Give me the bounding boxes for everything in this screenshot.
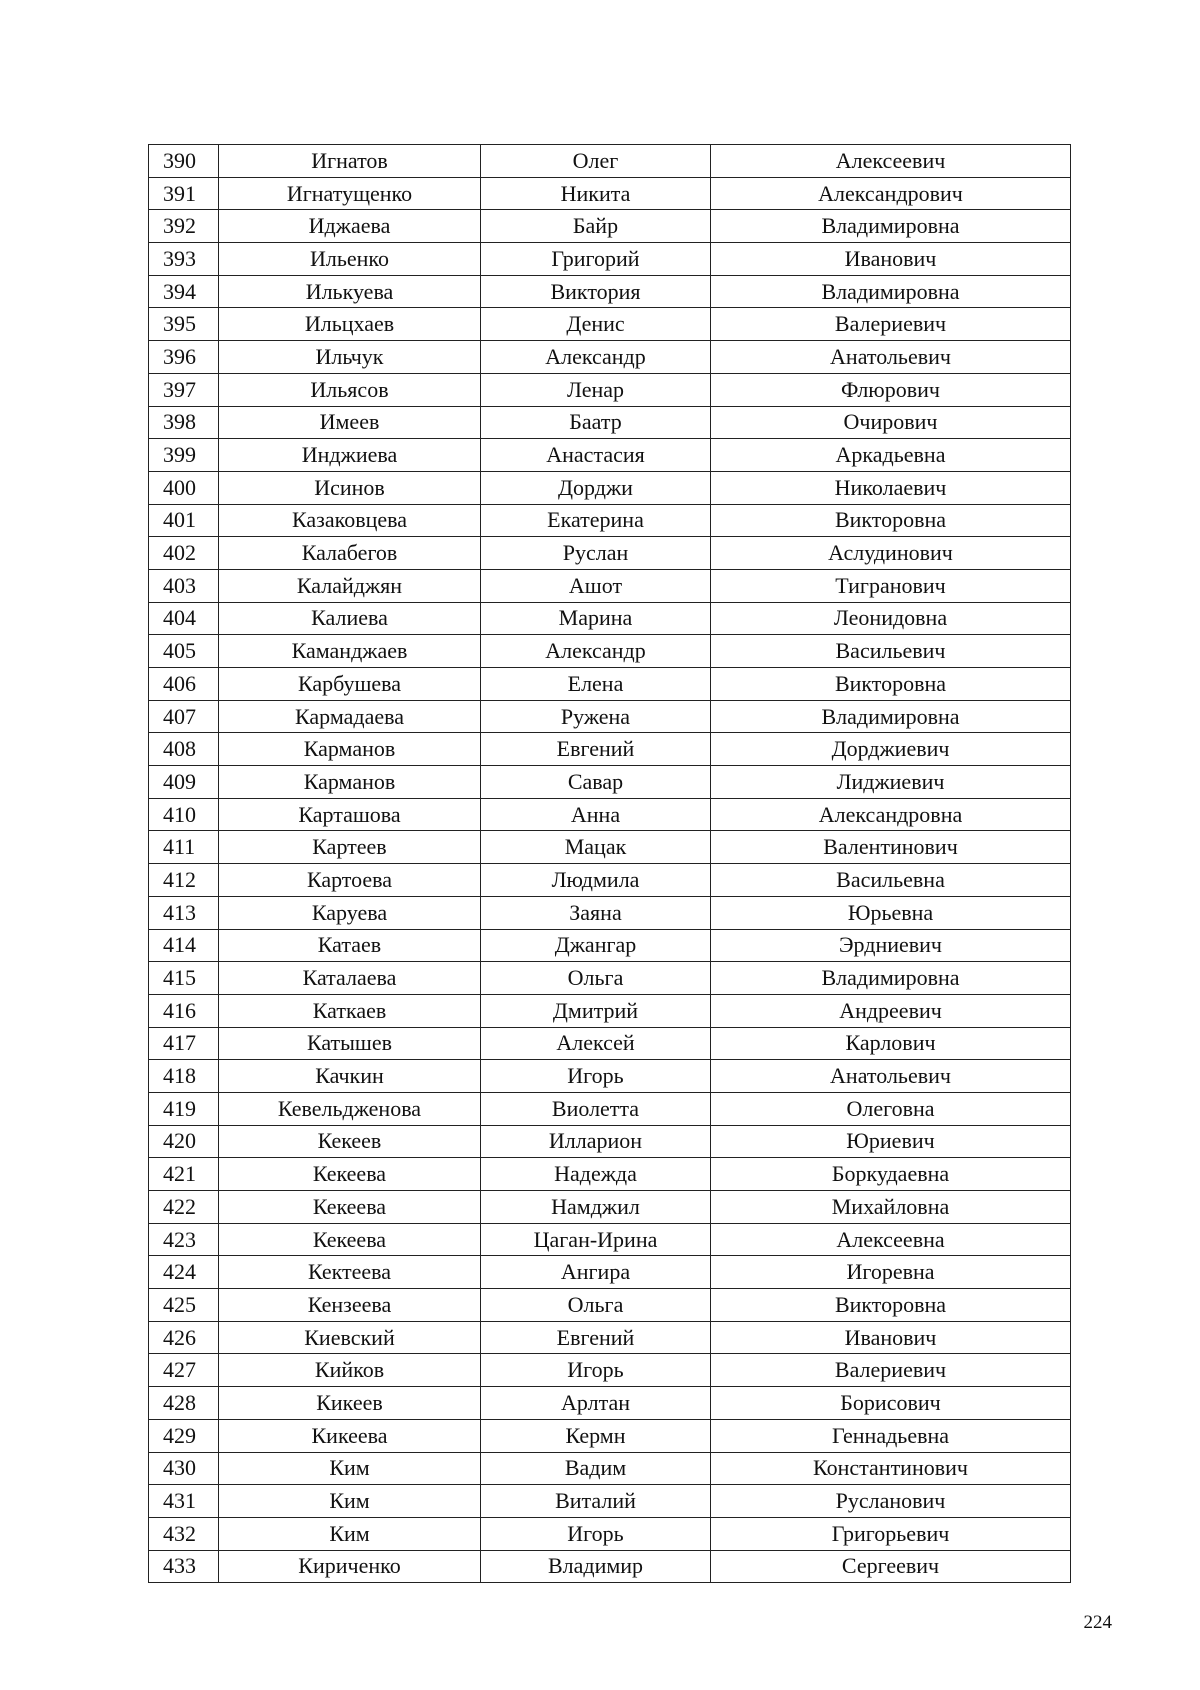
patronymic-cell: Боркудаевна: [711, 1158, 1071, 1191]
first-name-cell: Джангар: [481, 929, 711, 962]
table-row: [149, 471, 1071, 504]
row-number-cell: 410: [149, 798, 219, 831]
patronymic-cell: Александрович: [711, 177, 1071, 210]
row-number-cell: 422: [149, 1191, 219, 1224]
first-name-cell: Владимир: [481, 1550, 711, 1583]
row-number-cell: 399: [149, 439, 219, 472]
row-number-cell: 423: [149, 1223, 219, 1256]
table-row: [149, 962, 1071, 995]
table-row: [149, 406, 1071, 439]
first-name-cell: Людмила: [481, 864, 711, 897]
patronymic-cell: Викторовна: [711, 668, 1071, 701]
first-name-cell: Игорь: [481, 1060, 711, 1093]
last-name-cell: Катаев: [219, 929, 481, 962]
table-row: [149, 1191, 1071, 1224]
table-row: [149, 537, 1071, 570]
last-name-cell: Кармадаева: [219, 700, 481, 733]
first-name-cell: Анастасия: [481, 439, 711, 472]
patronymic-cell: Викторовна: [711, 504, 1071, 537]
row-number-cell: 391: [149, 177, 219, 210]
row-number-cell: 427: [149, 1354, 219, 1387]
roster-table-body: [149, 145, 1071, 1583]
last-name-cell: Карманов: [219, 766, 481, 799]
first-name-cell: Александр: [481, 341, 711, 374]
patronymic-cell: Игоревна: [711, 1256, 1071, 1289]
table-row: [149, 1452, 1071, 1485]
table-row: [149, 1060, 1071, 1093]
table-row: [149, 275, 1071, 308]
row-number-cell: 424: [149, 1256, 219, 1289]
patronymic-cell: Юриевич: [711, 1125, 1071, 1158]
patronymic-cell: Очирович: [711, 406, 1071, 439]
last-name-cell: Качкин: [219, 1060, 481, 1093]
last-name-cell: Карманов: [219, 733, 481, 766]
row-number-cell: 403: [149, 569, 219, 602]
first-name-cell: Мацак: [481, 831, 711, 864]
table-row: [149, 896, 1071, 929]
first-name-cell: Ольга: [481, 1289, 711, 1322]
first-name-cell: Евгений: [481, 1321, 711, 1354]
last-name-cell: Кевельдженова: [219, 1092, 481, 1125]
patronymic-cell: Викторовна: [711, 1289, 1071, 1322]
row-number-cell: 431: [149, 1485, 219, 1518]
patronymic-cell: Аслудинович: [711, 537, 1071, 570]
patronymic-cell: Лиджиевич: [711, 766, 1071, 799]
table-row: [149, 1354, 1071, 1387]
table-row: [149, 308, 1071, 341]
row-number-cell: 405: [149, 635, 219, 668]
row-number-cell: 428: [149, 1387, 219, 1420]
patronymic-cell: Юрьевна: [711, 896, 1071, 929]
first-name-cell: Вадим: [481, 1452, 711, 1485]
first-name-cell: Виктория: [481, 275, 711, 308]
patronymic-cell: Сергеевич: [711, 1550, 1071, 1583]
row-number-cell: 413: [149, 896, 219, 929]
first-name-cell: Никита: [481, 177, 711, 210]
last-name-cell: Киевский: [219, 1321, 481, 1354]
page-number: 224: [1083, 1612, 1112, 1633]
first-name-cell: Игорь: [481, 1517, 711, 1550]
first-name-cell: Ашот: [481, 569, 711, 602]
last-name-cell: Кириченко: [219, 1550, 481, 1583]
first-name-cell: Ольга: [481, 962, 711, 995]
table-row: [149, 1387, 1071, 1420]
first-name-cell: Намджил: [481, 1191, 711, 1224]
first-name-cell: Цаган-Ирина: [481, 1223, 711, 1256]
first-name-cell: Кермн: [481, 1419, 711, 1452]
table-row: [149, 1289, 1071, 1322]
last-name-cell: Картоева: [219, 864, 481, 897]
row-number-cell: 415: [149, 962, 219, 995]
row-number-cell: 426: [149, 1321, 219, 1354]
first-name-cell: Заяна: [481, 896, 711, 929]
last-name-cell: Кекеева: [219, 1158, 481, 1191]
patronymic-cell: Иванович: [711, 243, 1071, 276]
patronymic-cell: Борисович: [711, 1387, 1071, 1420]
last-name-cell: Имеев: [219, 406, 481, 439]
table-row: [149, 1419, 1071, 1452]
row-number-cell: 429: [149, 1419, 219, 1452]
last-name-cell: Кикеева: [219, 1419, 481, 1452]
first-name-cell: Виолетта: [481, 1092, 711, 1125]
row-number-cell: 390: [149, 145, 219, 178]
last-name-cell: Ильясов: [219, 373, 481, 406]
row-number-cell: 402: [149, 537, 219, 570]
last-name-cell: Ильцхаев: [219, 308, 481, 341]
patronymic-cell: Владимировна: [711, 962, 1071, 995]
last-name-cell: Ким: [219, 1452, 481, 1485]
table-row: [149, 1517, 1071, 1550]
last-name-cell: Катышев: [219, 1027, 481, 1060]
row-number-cell: 418: [149, 1060, 219, 1093]
last-name-cell: Карташова: [219, 798, 481, 831]
patronymic-cell: Николаевич: [711, 471, 1071, 504]
last-name-cell: Ким: [219, 1517, 481, 1550]
table-row: [149, 798, 1071, 831]
table-row: [149, 929, 1071, 962]
first-name-cell: Екатерина: [481, 504, 711, 537]
patronymic-cell: Александровна: [711, 798, 1071, 831]
table-row: [149, 700, 1071, 733]
table-row: [149, 341, 1071, 374]
last-name-cell: Кензеева: [219, 1289, 481, 1322]
last-name-cell: Картеев: [219, 831, 481, 864]
table-row: [149, 1125, 1071, 1158]
table-row: [149, 210, 1071, 243]
first-name-cell: Григорий: [481, 243, 711, 276]
last-name-cell: Ильчук: [219, 341, 481, 374]
patronymic-cell: Олеговна: [711, 1092, 1071, 1125]
patronymic-cell: Флюрович: [711, 373, 1071, 406]
table-row: [149, 1256, 1071, 1289]
row-number-cell: 414: [149, 929, 219, 962]
row-number-cell: 416: [149, 994, 219, 1027]
last-name-cell: Игнатущенко: [219, 177, 481, 210]
last-name-cell: Илькуева: [219, 275, 481, 308]
last-name-cell: Кекеева: [219, 1223, 481, 1256]
first-name-cell: Марина: [481, 602, 711, 635]
patronymic-cell: Константинович: [711, 1452, 1071, 1485]
row-number-cell: 412: [149, 864, 219, 897]
row-number-cell: 421: [149, 1158, 219, 1191]
table-row: [149, 1092, 1071, 1125]
patronymic-cell: Васильевна: [711, 864, 1071, 897]
last-name-cell: Кекеева: [219, 1191, 481, 1224]
first-name-cell: Дмитрий: [481, 994, 711, 1027]
first-name-cell: Савар: [481, 766, 711, 799]
first-name-cell: Александр: [481, 635, 711, 668]
table-row: [149, 243, 1071, 276]
last-name-cell: Игнатов: [219, 145, 481, 178]
patronymic-cell: Валериевич: [711, 308, 1071, 341]
row-number-cell: 408: [149, 733, 219, 766]
row-number-cell: 420: [149, 1125, 219, 1158]
table-row: [149, 602, 1071, 635]
patronymic-cell: Валериевич: [711, 1354, 1071, 1387]
first-name-cell: Баатр: [481, 406, 711, 439]
table-row: [149, 569, 1071, 602]
table-row: [149, 504, 1071, 537]
last-name-cell: Калиева: [219, 602, 481, 635]
row-number-cell: 395: [149, 308, 219, 341]
first-name-cell: Алексей: [481, 1027, 711, 1060]
first-name-cell: Анна: [481, 798, 711, 831]
first-name-cell: Евгений: [481, 733, 711, 766]
row-number-cell: 401: [149, 504, 219, 537]
row-number-cell: 432: [149, 1517, 219, 1550]
last-name-cell: Ким: [219, 1485, 481, 1518]
last-name-cell: Кектеева: [219, 1256, 481, 1289]
table-row: [149, 1158, 1071, 1191]
last-name-cell: Казаковцева: [219, 504, 481, 537]
row-number-cell: 406: [149, 668, 219, 701]
first-name-cell: Байр: [481, 210, 711, 243]
first-name-cell: Надежда: [481, 1158, 711, 1191]
roster-table: [148, 144, 1071, 1583]
row-number-cell: 433: [149, 1550, 219, 1583]
row-number-cell: 407: [149, 700, 219, 733]
row-number-cell: 394: [149, 275, 219, 308]
last-name-cell: Кикеев: [219, 1387, 481, 1420]
table-row: [149, 439, 1071, 472]
row-number-cell: 417: [149, 1027, 219, 1060]
row-number-cell: 396: [149, 341, 219, 374]
patronymic-cell: Владимировна: [711, 700, 1071, 733]
last-name-cell: Каманджаев: [219, 635, 481, 668]
patronymic-cell: Григорьевич: [711, 1517, 1071, 1550]
patronymic-cell: Карлович: [711, 1027, 1071, 1060]
patronymic-cell: Анатольевич: [711, 1060, 1071, 1093]
row-number-cell: 425: [149, 1289, 219, 1322]
patronymic-cell: Михайловна: [711, 1191, 1071, 1224]
table-row: [149, 1550, 1071, 1583]
table-row: [149, 1321, 1071, 1354]
table-row: [149, 733, 1071, 766]
last-name-cell: Карбушева: [219, 668, 481, 701]
first-name-cell: Илларион: [481, 1125, 711, 1158]
last-name-cell: Исинов: [219, 471, 481, 504]
first-name-cell: Арлтан: [481, 1387, 711, 1420]
row-number-cell: 411: [149, 831, 219, 864]
last-name-cell: Иджаева: [219, 210, 481, 243]
patronymic-cell: Дорджиевич: [711, 733, 1071, 766]
last-name-cell: Кекеев: [219, 1125, 481, 1158]
patronymic-cell: Валентинович: [711, 831, 1071, 864]
table-row: [149, 1485, 1071, 1518]
last-name-cell: Калабегов: [219, 537, 481, 570]
table-row: [149, 766, 1071, 799]
patronymic-cell: Иванович: [711, 1321, 1071, 1354]
table-row: [149, 373, 1071, 406]
patronymic-cell: Анатольевич: [711, 341, 1071, 374]
last-name-cell: Каткаев: [219, 994, 481, 1027]
row-number-cell: 400: [149, 471, 219, 504]
patronymic-cell: Леонидовна: [711, 602, 1071, 635]
patronymic-cell: Владимировна: [711, 210, 1071, 243]
patronymic-cell: Алексеевич: [711, 145, 1071, 178]
table-row: [149, 635, 1071, 668]
row-number-cell: 430: [149, 1452, 219, 1485]
row-number-cell: 404: [149, 602, 219, 635]
first-name-cell: Ленар: [481, 373, 711, 406]
row-number-cell: 397: [149, 373, 219, 406]
last-name-cell: Каталаева: [219, 962, 481, 995]
first-name-cell: Игорь: [481, 1354, 711, 1387]
last-name-cell: Каруева: [219, 896, 481, 929]
first-name-cell: Руслан: [481, 537, 711, 570]
first-name-cell: Денис: [481, 308, 711, 341]
first-name-cell: Ружена: [481, 700, 711, 733]
row-number-cell: 419: [149, 1092, 219, 1125]
row-number-cell: 398: [149, 406, 219, 439]
row-number-cell: 409: [149, 766, 219, 799]
last-name-cell: Кийков: [219, 1354, 481, 1387]
first-name-cell: Олег: [481, 145, 711, 178]
row-number-cell: 392: [149, 210, 219, 243]
table-row: [149, 145, 1071, 178]
patronymic-cell: Геннадьевна: [711, 1419, 1071, 1452]
patronymic-cell: Андреевич: [711, 994, 1071, 1027]
patronymic-cell: Тигранович: [711, 569, 1071, 602]
table-row: [149, 994, 1071, 1027]
last-name-cell: Калайджян: [219, 569, 481, 602]
table-row: [149, 864, 1071, 897]
table-row: [149, 1027, 1071, 1060]
row-number-cell: 393: [149, 243, 219, 276]
table-row: [149, 177, 1071, 210]
first-name-cell: Виталий: [481, 1485, 711, 1518]
patronymic-cell: Эрдниевич: [711, 929, 1071, 962]
patronymic-cell: Васильевич: [711, 635, 1071, 668]
first-name-cell: Ангира: [481, 1256, 711, 1289]
table-row: [149, 831, 1071, 864]
last-name-cell: Ильенко: [219, 243, 481, 276]
patronymic-cell: Владимировна: [711, 275, 1071, 308]
patronymic-cell: Русланович: [711, 1485, 1071, 1518]
table-row: [149, 668, 1071, 701]
last-name-cell: Инджиева: [219, 439, 481, 472]
patronymic-cell: Алексеевна: [711, 1223, 1071, 1256]
first-name-cell: Елена: [481, 668, 711, 701]
table-row: [149, 1223, 1071, 1256]
first-name-cell: Дорджи: [481, 471, 711, 504]
patronymic-cell: Аркадьевна: [711, 439, 1071, 472]
